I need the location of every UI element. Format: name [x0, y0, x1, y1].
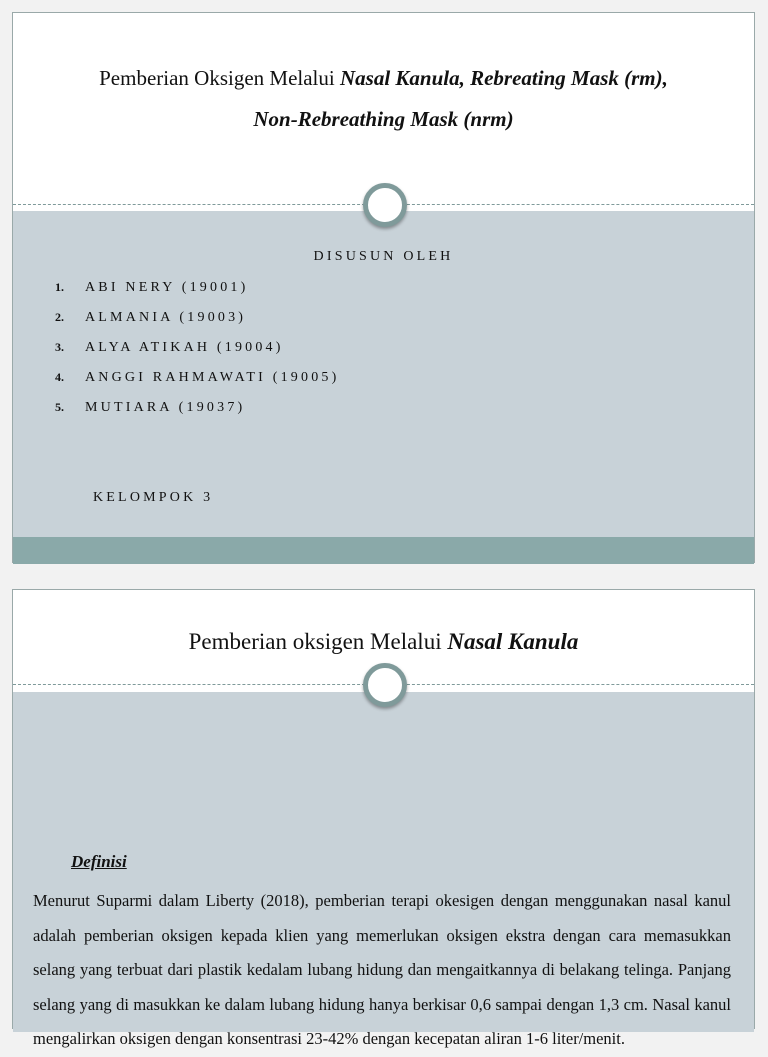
- slide-definition: [12, 589, 755, 1048]
- list-number: 2.: [55, 310, 64, 324]
- list-item: [55, 400, 339, 430]
- member-list: [55, 280, 339, 430]
- title-italic-text: Nasal Kanula: [447, 629, 579, 654]
- title-plain-text: Pemberian oksigen Melalui: [188, 629, 448, 654]
- list-item: [55, 310, 339, 340]
- list-number: 3.: [55, 340, 64, 354]
- list-number: 5.: [55, 400, 64, 414]
- member-name: ANGGI RAHMAWATI (19005): [85, 370, 340, 385]
- author-heading: DISUSUN OLEH: [313, 249, 454, 264]
- slide-title-line-2: [13, 99, 754, 140]
- slide-title: [12, 12, 755, 563]
- list-item: [55, 340, 339, 370]
- list-item: [55, 280, 339, 310]
- list-number: 4.: [55, 370, 64, 384]
- definition-paragraph: Menurut Suparmi dalam Liberty (2018), pemberian terapi okesigen dengan menggunakan nasal kanul adalah pemberian oksigen kepada klien yang memerlukan oksigen ekstra dengan cara memasukkan selang yang terbuat dari plastik kedalam lubang hidung dan mengaitkannya di belakang telinga. Panjang selang yang di masukkan ke dalam lubang hidung hanya berkisar 0,6 sampai dengan 1,3 cm. Nasal kanul mengalirkan oksigen dengan konsentrasi 23-42% dengan kecepatan aliran 1-6 liter/menit.: [33, 891, 731, 1048]
- definition-heading: Definisi: [71, 852, 127, 871]
- body-band: [13, 692, 754, 1048]
- member-name: ALYA ATIKAH (19004): [85, 340, 284, 355]
- list-item: [55, 370, 339, 400]
- title-italic-text: Nasal Kanula, Rebreating Mask (rm),: [339, 66, 668, 90]
- title-italic-text-2: Non-Rebreathing Mask (nrm): [253, 107, 514, 131]
- circle-ornament-icon: [363, 663, 407, 707]
- accent-band: [13, 537, 754, 564]
- member-name: ALMANIA (19003): [85, 310, 247, 325]
- member-name: ABI NERY (19001): [85, 280, 249, 295]
- slide-title: [13, 626, 754, 658]
- title-area: [13, 13, 754, 205]
- member-name: MUTIARA (19037): [85, 400, 246, 415]
- circle-ornament-icon: [363, 183, 407, 227]
- list-number: 1.: [55, 280, 64, 294]
- slide-title-line-1: [13, 58, 754, 99]
- group-label: KELOMPOK 3: [93, 490, 214, 505]
- title-plain-text: Pemberian Oksigen Melalui: [99, 66, 340, 90]
